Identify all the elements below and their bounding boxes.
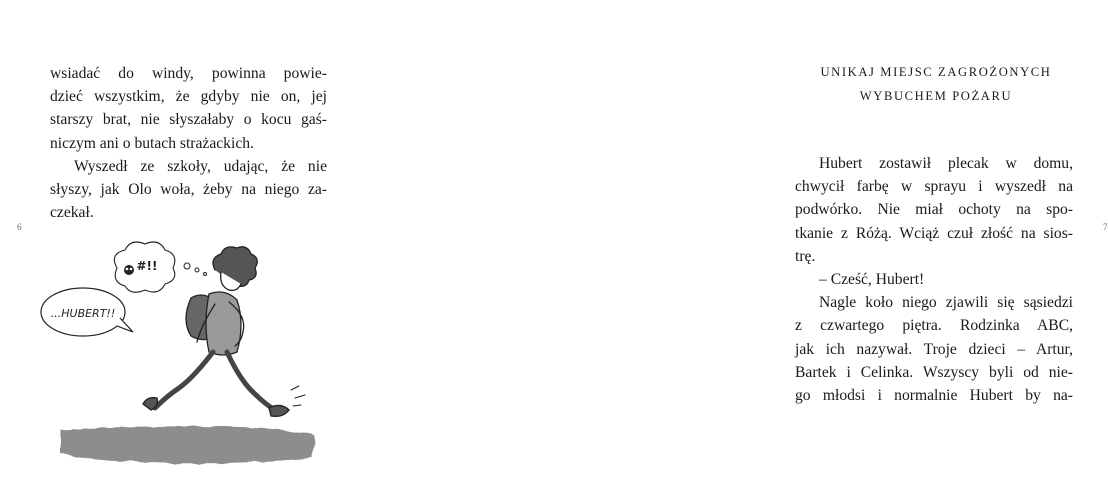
text-line: czekał. (50, 204, 94, 222)
text-line: Wyszedł ze szkoły, udając, że nie (74, 157, 327, 175)
text-line: Bartek i Celinka. Wszyscy byli od nie- (795, 363, 1073, 381)
page-number-left: 6 (17, 222, 22, 232)
paragraph (50, 155, 327, 225)
text-line: Hubert zostawił plecak w domu, (819, 155, 1073, 172)
paragraph (795, 152, 1073, 268)
skull-icon (124, 265, 134, 275)
left-page (0, 0, 375, 479)
text-line: starszy brat, nie słyszałaby o kocu gaś- (50, 111, 327, 129)
text-line: – Cześć, Hubert! (819, 271, 925, 289)
text-line: trę. (795, 247, 816, 265)
running-boy-illustration (25, 240, 335, 475)
page-number-right: 7 (1103, 222, 1108, 232)
text-line: słyszy, jak Olo woła, żeby na niego za- (50, 181, 327, 199)
paragraph (795, 268, 1073, 291)
chapter-heading-line: UNIKAJ MIEJSC ZAGROŻONYCH (820, 65, 1052, 79)
text-line: wsiadać do windy, powinna powie- (50, 65, 327, 82)
left-page-text (50, 62, 327, 224)
text-line: tkanie z Różą. Wciąż czuł złość na sios- (795, 224, 1073, 242)
thought-bubble (114, 242, 206, 292)
right-page (375, 0, 1108, 479)
paragraph (50, 62, 327, 155)
speech-bubble-text: ...HUBERT!! (50, 307, 116, 320)
text-line: jak ich nazywał. Troje dzieci – Artur, (795, 340, 1073, 358)
ground-shadow (61, 426, 315, 463)
right-page-text (795, 152, 1073, 407)
text-line: dzieć wszystkim, że gdyby nie on, jej (50, 88, 327, 106)
speech-bubble (41, 288, 133, 336)
text-line: z czwartego piętra. Rodzinka ABC, (795, 317, 1073, 335)
text-line: Nagle koło niego zjawili się sąsiedzi (819, 294, 1073, 312)
text-line: podwórko. Nie miał ochoty na spo- (795, 201, 1073, 219)
text-line: niczym ani o butach strażackich. (50, 134, 254, 152)
text-line: go młodsi i normalnie Hubert by na- (795, 387, 1073, 405)
thought-bubble-symbols: #!! (136, 259, 158, 273)
chapter-heading-line: WYBUCHEM POŻARU (859, 89, 1013, 103)
chapter-heading (790, 60, 1082, 108)
text-line: chwycił farbę w sprayu i wyszedł na (795, 178, 1073, 196)
paragraph (795, 291, 1073, 407)
